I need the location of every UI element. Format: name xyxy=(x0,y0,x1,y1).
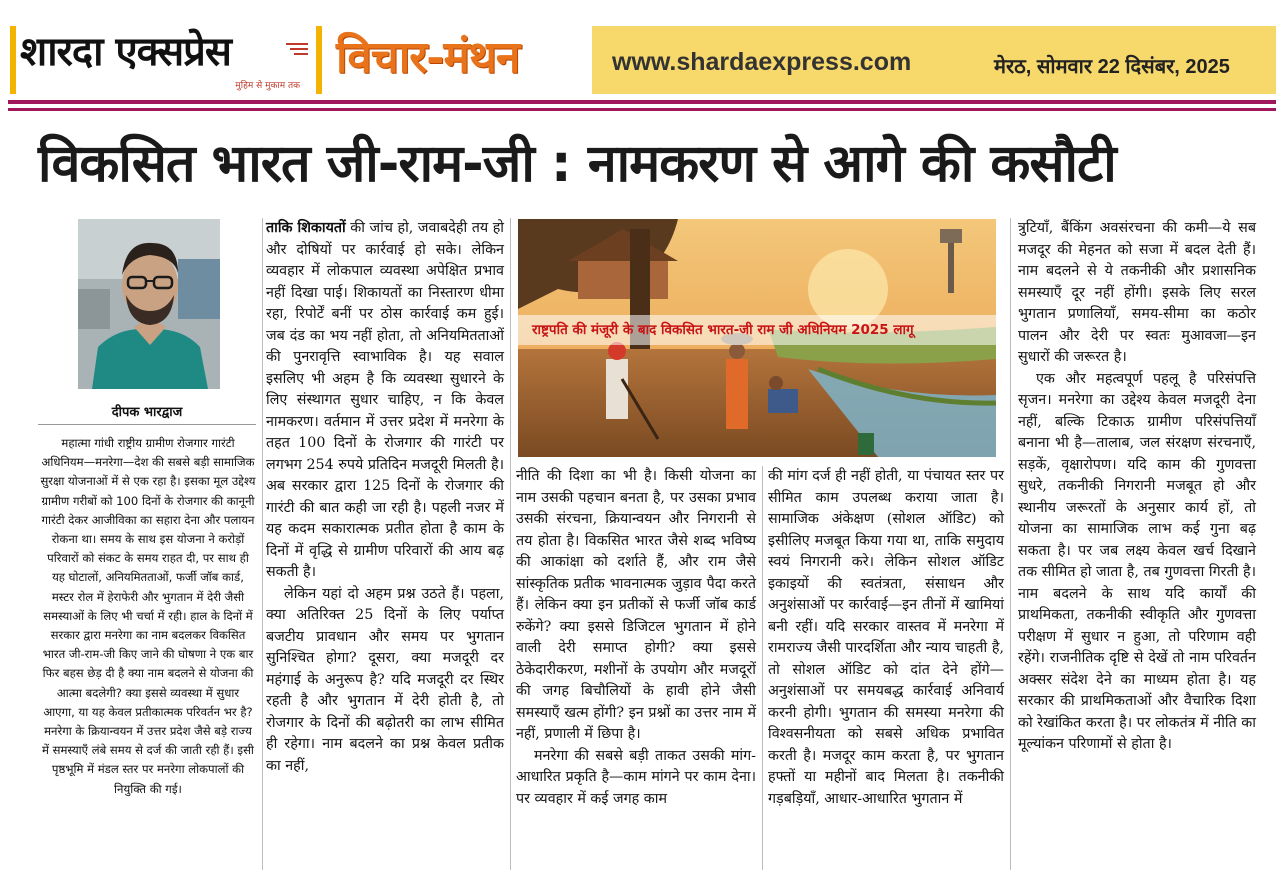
dateline: मेरठ, सोमवार 22 दिसंबर, 2025 xyxy=(994,56,1230,78)
website-link[interactable]: www.shardaexpress.com xyxy=(612,48,912,76)
column-divider xyxy=(762,466,763,870)
masthead xyxy=(0,0,1276,100)
author-divider xyxy=(38,424,256,425)
article-column-1 xyxy=(266,218,504,777)
author-portrait-image xyxy=(78,219,220,389)
article-column-3 xyxy=(768,466,1004,810)
masthead-rule-top xyxy=(8,100,1276,104)
column-2-paragraph-2: मनरेगा की सबसे बड़ी ताकत उसकी मांग-आधारित प्रकृति है—काम मांगने पर काम देना। पर व्यवहार में कई जगह काम xyxy=(516,747,756,807)
brand-tagline: मुहिम से मुकाम तक xyxy=(235,81,300,91)
column-divider xyxy=(510,218,511,870)
author-photo xyxy=(78,219,220,389)
lead-in-text: ताकि शिकायतों xyxy=(266,220,346,236)
article-column-4 xyxy=(1018,218,1256,756)
article-photo xyxy=(518,219,996,457)
column-divider xyxy=(262,218,263,870)
column-divider xyxy=(1010,218,1011,870)
article-headline: विकसित भारत जी-राम-जी : नामकरण से आगे की कसौटी xyxy=(38,134,1116,194)
masthead-accent-bar xyxy=(10,26,16,94)
column-3-paragraph-1: की मांग दर्ज ही नहीं होती, या पंचायत स्तर पर सीमित काम उपलब्ध कराया जाता है। सामाजिक अंकेक्षण (सोशल ऑडिट) को इसीलिए मजबूत किया गया था, ताकि समुदाय स्वयं निगरानी करे। लेकिन सोशल ऑडिट इकाइयों की स्वतंत्रता, संसाधन और अनुशंसाओं पर कार्रवाई—इन तीनों में खामियां बनी रहीं। यदि सरकार वास्तव में मनरेगा में रामराज्य जैसी पारदर्शिता और न्याय चाहती है, तो सोशल ऑडिट को दांत देने होंगे—अनुशंसाओं पर समयबद्ध कार्रवाई अनिवार्य करनी होगी। भुगतान की समस्या मनरेगा की विश्वसनीयता को सबसे अधिक प्रभावित करती है। मजदूर काम करता है, पर भुगतान हफ्तों या महीनों बाद मिलता है। तकनीकी गड़बड़ियाँ, आधार-आधारित भुगतान में xyxy=(768,468,1004,807)
brand-name: शारदा एक्सप्रेस xyxy=(20,28,231,75)
section-title: विचार-मंथन xyxy=(336,32,520,83)
speed-lines-icon xyxy=(284,40,310,58)
author-name: दीपक भारद्वाज xyxy=(111,405,183,420)
column-4-paragraph-2: एक और महत्वपूर्ण पहलू है परिसंपत्ति सृजन। मनरेगा का उद्देश्य केवल मजदूरी देना नहीं, बल्कि टिकाऊ ग्रामीण परिसंपत्तियाँ बनाना भी है—तालाब, जल संरक्षण संरचनाएँ, सड़कें, वृक्षारोपण। यदि काम की गुणवत्ता सुधरे, तकनीकी निगरानी मजबूत हो और स्थानीय जरूरतों के अनुसार कार्य हों, तो योजना का सामाजिक लाभ कई गुना बढ़ सकता है। पर जब लक्ष्य केवल खर्च दिखाने तक सीमित हो जाता है, तब गुणवत्ता गिरती है। नाम बदलने के साथ यदि कार्यों की प्राथमिकता, तकनीकी स्वीकृति और गुणवत्ता परीक्षण में सुधार न हुआ, तो परिणाम वही रहेंगे। राजनीतिक दृष्टि से देखें तो नाम परिवर्तन अक्सर संदेश देने का माध्यम होता है। यह सरकार की प्राथमिकताओं और वैचारिक दिशा को रेखांकित करता है। पर लोकतंत्र में नीति का मूल्यांकन परिणामों से होता है। xyxy=(1018,370,1256,752)
column-1-paragraph-2: लेकिन यहां दो अहम प्रश्न उठते हैं। पहला, क्या अतिरिक्त 25 दिनों के लिए पर्याप्त बजटीय प्रावधान और समय पर भुगतान सुनिश्चित होगा? दूसरा, क्या मजदूरी दर महंगाई के अनुरूप है? यदि मजदूरी दर स्थिर रहती है और भुगतान में देरी होती है, तो रोजगार के दिनों की बढ़ोतरी का लाभ सीमित ही रहेगा। नाम बदलने का प्रश्न केवल प्रतीक का नहीं, xyxy=(266,585,504,774)
column-4-paragraph-1: त्रुटियाँ, बैंकिंग अवसंरचना की कमी—ये सब मजदूर की मेहनत को सजा में बदल देती हैं। नाम बदलने से ये तकनीकी और प्रशासनिक समस्याएँ दूर नहीं होंगी। इसके लिए सरल भुगतान प्रणालियाँ, समय-सीमा का कठोर पालन और देरी पर स्वतः मुआवजा—इन सुधारों की जरूरत है। xyxy=(1018,220,1256,365)
photo-caption: राष्ट्रपति की मंजूरी के बाद विकसित भारत-जी राम जी अधिनियम 2025 लागू xyxy=(532,322,914,338)
article-column-2 xyxy=(516,466,756,810)
column-1-paragraph-1: की जांच हो, जवाबदेही तय हो और दोषियों पर कार्रवाई हो सके। लेकिन व्यवहार में लोकपाल व्यवस्था अपेक्षित प्रभाव नहीं दिखा पाई। शिकायतों का निस्तारण धीमा रहा, रिपोर्टें बनीं पर ठोस कार्रवाई कम हुई। जब दंड का भय नहीं होता, तो अनियमितताओं की पुनरावृत्ति स्वाभाविक है। यह सवाल इसलिए भी अहम है कि व्यवस्था सुधारने के लिए संस्थागत सुधार चाहिए, न कि केवल नामकरण। वर्तमान में उत्तर प्रदेश में मनरेगा के तहत 100 दिनों के रोजगार की गारंटी पर लगभग 254 रुपये प्रतिदिन मजदूरी मिलती है। अब सरकार द्वारा 125 दिनों के रोजगार की गारंटी की बात कही जा रही है। पहली नजर में यह कदम सकारात्मक प्रतीत होता है काम के दिनों में वृद्धि से ग्रामीण परिवारों की आय बढ़ सकती है। xyxy=(266,220,504,580)
column-2-paragraph-1: नीति की दिशा का भी है। किसी योजना का नाम उसकी पहचान बनता है, पर उसका प्रभाव उसकी संरचना, क्रियान्वयन और निगरानी से तय होता है। विकसित भारत जैसे शब्द भविष्य की आकांक्षा को दर्शाते हैं, और राम जैसे सांस्कृतिक प्रतीक भावनात्मक जुड़ाव पैदा करते हैं। लेकिन क्या इन प्रतीकों से फर्जी जॉब कार्ड रुकेंगे? क्या इससे डिजिटल भुगतान में होने वाली देरी समाप्त होगी? क्या इससे ठेकेदारीकरण, मशीनों के उपयोग और मजदूरों की जगह बिचौलियों के हावी होने जैसी समस्याएँ खत्म होंगी? इन प्रश्नों का उत्तर नाम में नहीं, प्रणाली में छिपा है। xyxy=(516,468,756,742)
article-intro: महात्मा गांधी राष्ट्रीय ग्रामीण रोजगार गारंटी अधिनियम—मनरेगा—देश की सबसे बड़ी सामाजिक सुरक्षा योजनाओं में से एक रहा है। इसका मूल उद्देश्य ग्रामीण गरीबों को 100 दिनों के रोजगार की कानूनी गारंटी देकर आजीविका का सहारा देना और पलायन रोकना था। समय के साथ इस योजना ने करोड़ों परिवारों को संकट के समय राहत दी, पर साथ ही यह घोटालों, अनियमितताओं, फर्जी जॉब कार्ड, मस्टर रोल में हेराफेरी और भुगतान में देरी जैसी समस्याओं के लिए भी चर्चा में रही। हाल के दिनों में सरकार द्वारा मनरेगा का नाम बदलकर विकसित भारत जी-राम-जी किए जाने की घोषणा ने एक बार फिर बहस छेड़ दी है क्या नाम बदलने से योजना की आत्मा बदलेगी? क्या इससे व्यवस्था में सुधार आएगा, या यह केवल प्रतीकात्मक परिवर्तन भर है? मनरेगा के क्रियान्वयन में उत्तर प्रदेश जैसे बड़े राज्य में समस्याएँ लंबे समय से दर्ज की जाती रही हैं। इसी पृष्ठभूमि में मंडल स्तर पर मनरेगा लोकपालों की नियुक्ति की गई। xyxy=(40,436,256,796)
masthead-rule-bottom xyxy=(8,108,1276,111)
masthead-separator xyxy=(316,26,322,94)
newspaper-logo[interactable] xyxy=(20,24,316,96)
